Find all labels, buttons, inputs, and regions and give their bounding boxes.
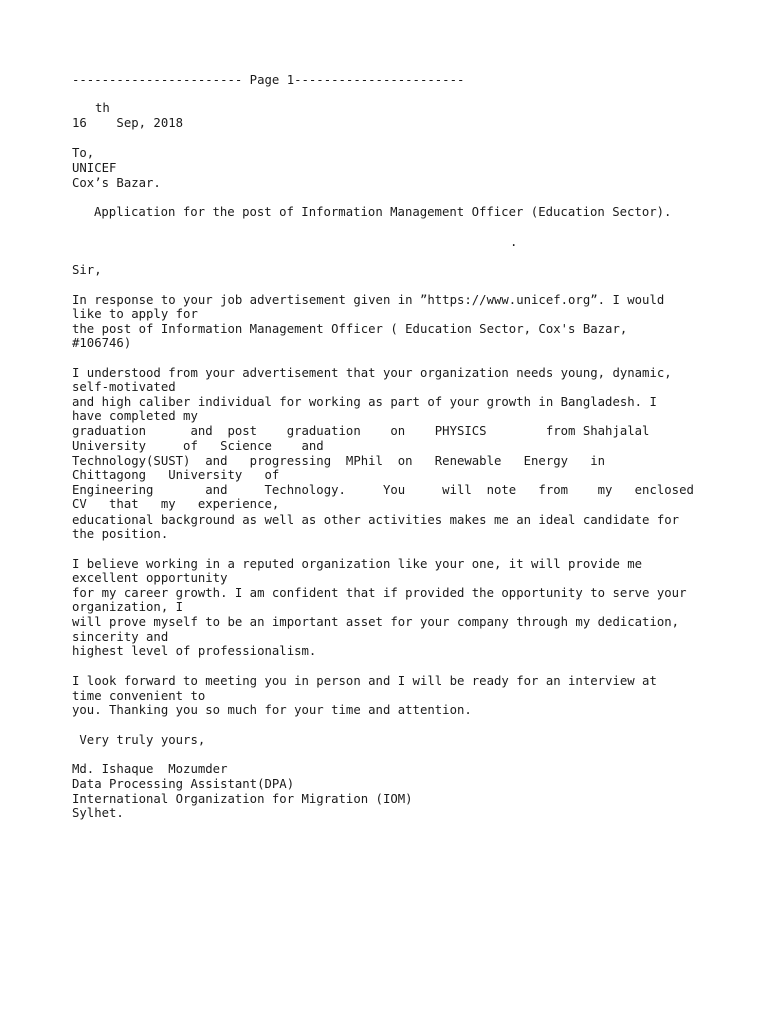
paragraph-line: highest level of professionalism.: [72, 644, 317, 658]
paragraph-line: you. Thanking you so much for your time and attention.: [72, 703, 472, 717]
paragraph-line: graduation and post graduation on PHYSICS from Shahjalal: [72, 424, 650, 438]
paragraph-line: time convenient to: [72, 689, 206, 703]
paragraph-line: In response to your job advertisement given in ”https://www.unicef.org”. I would: [72, 293, 665, 307]
signature-title: Data Processing Assistant(DPA): [72, 777, 295, 791]
subject-line: Application for the post of Information Management Officer (Education Sector).: [94, 205, 672, 219]
signature-organization: International Organization for Migration (IOM): [72, 792, 413, 806]
signature-name: Md. Ishaque Mozumder: [72, 762, 228, 776]
paragraph-line: organization, I: [72, 600, 184, 614]
signature-location: Sylhet.: [72, 806, 124, 820]
stray-dot: .: [510, 235, 518, 249]
paragraph-line: for my career growth. I am confident that if provided the opportunity to serve your: [72, 586, 687, 600]
paragraph-line: the post of Information Management Officer ( Education Sector, Cox's Bazar,: [72, 322, 628, 336]
paragraph-line: I look forward to meeting you in person and I will be ready for an interview at: [72, 674, 657, 688]
recipient-line: To,: [72, 146, 95, 160]
paragraph-line: Chittagong University of: [72, 468, 280, 482]
paragraph-line: I believe working in a reputed organization like your one, it will provide me: [72, 557, 643, 571]
date-superscript: th: [95, 101, 110, 115]
paragraph-line: have completed my: [72, 409, 198, 423]
paragraph-line: will prove myself to be an important asset for your company through my dedication,: [72, 615, 680, 629]
recipient-line: UNICEF: [72, 161, 117, 175]
paragraph-line: like to apply for: [72, 307, 198, 321]
closing: Very truly yours,: [72, 733, 206, 747]
paragraph-line: CV that my experience,: [72, 497, 280, 511]
paragraph-line: University of Science and: [72, 439, 324, 453]
salutation: Sir,: [72, 263, 102, 277]
paragraph-line: the position.: [72, 527, 169, 541]
letter-date: 16 Sep, 2018: [72, 116, 184, 130]
paragraph-line: sincerity and: [72, 630, 169, 644]
paragraph-line: and high caliber individual for working as part of your growth in Bangladesh. I: [72, 395, 657, 409]
paragraph-line: I understood from your advertisement that your organization needs young, dynamic,: [72, 366, 672, 380]
recipient-line: Cox’s Bazar.: [72, 176, 161, 190]
paragraph-line: educational background as well as other activities makes me an ideal candidate for: [72, 513, 680, 527]
paragraph-line: #106746): [72, 336, 132, 350]
page-header: ----------------------- Page 1-----------------------: [72, 73, 465, 87]
paragraph-line: excellent opportunity: [72, 571, 228, 585]
paragraph-line: Engineering and Technology. You will note from my enclosed: [72, 483, 694, 497]
paragraph-line: self-motivated: [72, 380, 176, 394]
paragraph-line: Technology(SUST) and progressing MPhil on Renewable Energy in: [72, 454, 606, 468]
